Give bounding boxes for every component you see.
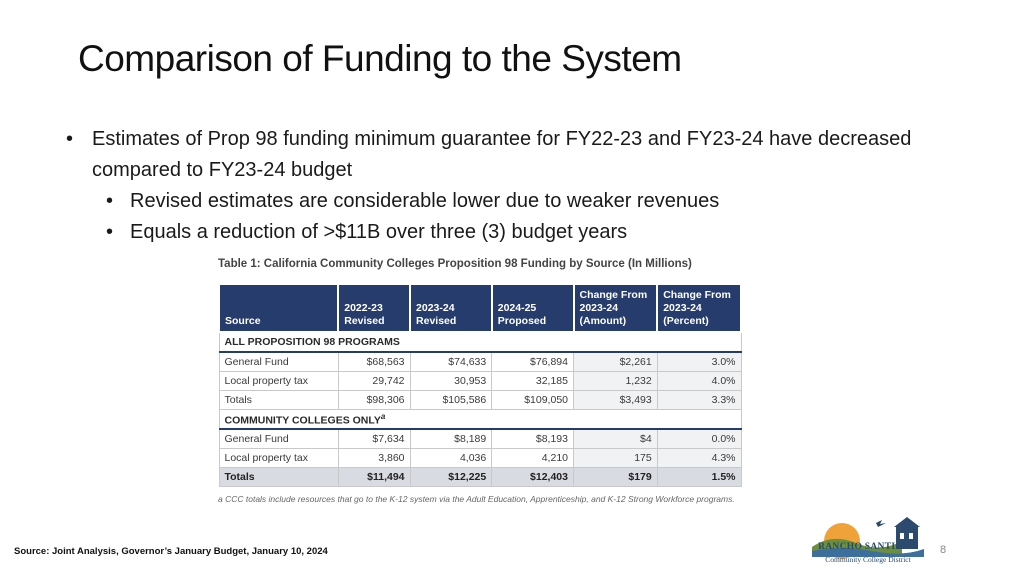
- section-label: ALL PROPOSITION 98 PROGRAMS: [219, 332, 741, 352]
- cell: $7,634: [338, 429, 410, 449]
- bullet-list: [60, 124, 960, 248]
- cell: $11,494: [338, 468, 410, 487]
- cell: $68,563: [338, 352, 410, 372]
- table-total-row: [219, 468, 741, 487]
- funding-table-figure: [218, 256, 744, 505]
- section-row: [219, 410, 741, 430]
- header-2022-23: 2022-23 Revised: [338, 284, 410, 332]
- cell: General Fund: [219, 352, 338, 372]
- cell: $8,189: [410, 429, 492, 449]
- table-caption: Table 1: California Community Colleges Proposition 98 Funding by Source (In Millions): [218, 258, 692, 270]
- sub-bullet-item: [60, 217, 960, 248]
- cell: 30,953: [410, 372, 492, 391]
- cell: 0.0%: [657, 429, 741, 449]
- cell: Totals: [219, 391, 338, 410]
- cell: $2,261: [574, 352, 658, 372]
- header-change-percent: Change From 2023-24 (Percent): [657, 284, 741, 332]
- bullet-item: [60, 124, 960, 186]
- cell: $8,193: [492, 429, 574, 449]
- cell: 175: [574, 449, 658, 468]
- cell: $109,050: [492, 391, 574, 410]
- slide-title: Comparison of Funding to the System: [78, 38, 682, 79]
- funding-table: [218, 283, 742, 487]
- cell: 1.5%: [657, 468, 741, 487]
- header-2024-25: 2024-25 Proposed: [492, 284, 574, 332]
- logo-subtitle: Community College District: [825, 555, 911, 564]
- cell: $12,225: [410, 468, 492, 487]
- cell: $76,894: [492, 352, 574, 372]
- source-note: Source: Joint Analysis, Governor’s January Budget, January 10, 2024: [14, 546, 328, 557]
- section-label: COMMUNITY COLLEGES ONLY$^a$: [219, 410, 741, 430]
- cell: $4: [574, 429, 658, 449]
- page-number: 8: [940, 544, 947, 556]
- cell: 3.3%: [657, 391, 741, 410]
- cell: 3.0%: [657, 352, 741, 372]
- table-header-row: [219, 284, 741, 332]
- table-row: [219, 391, 741, 410]
- sub-bullet-text: Revised estimates are considerable lower due to weaker revenues: [130, 190, 720, 212]
- sub-bullet-item: [60, 186, 960, 217]
- cell: 32,185: [492, 372, 574, 391]
- cell: 3,860: [338, 449, 410, 468]
- bullet-dot: •: [106, 190, 114, 212]
- cell: 4,036: [410, 449, 492, 468]
- header-change-amount: Change From 2023-24 (Amount): [574, 284, 658, 332]
- sub-bullet-text: Equals a reduction of >$11B over three (3) budget years: [130, 221, 628, 243]
- cell: 4.3%: [657, 449, 741, 468]
- cell: 4,210: [492, 449, 574, 468]
- cell: $98,306: [338, 391, 410, 410]
- cell: $179: [574, 468, 658, 487]
- table-row: [219, 372, 741, 391]
- cell: Local property tax: [219, 372, 338, 391]
- cell: $105,586: [410, 391, 492, 410]
- table-footnote: a CCC totals include resources that go to the K-12 system via the Adult Education, Apprenticeship, and K-12 Strong Workforce programs.: [218, 494, 735, 504]
- cell: Totals: [219, 468, 338, 487]
- cell: $12,403: [492, 468, 574, 487]
- bullet-dot: •: [66, 128, 74, 150]
- table-row: [219, 429, 741, 449]
- header-2023-24: 2023-24 Revised: [410, 284, 492, 332]
- bullet-text: Estimates of Prop 98 funding minimum guarantee for FY22-23 and FY23-24 have decreased compared to FY23-24 budget: [92, 128, 912, 181]
- header-source: Source: [219, 284, 338, 332]
- cell: 1,232: [574, 372, 658, 391]
- cell: $74,633: [410, 352, 492, 372]
- bullet-dot: •: [106, 221, 114, 243]
- table-row: [219, 449, 741, 468]
- cell: $3,493: [574, 391, 658, 410]
- table-row: [219, 352, 741, 372]
- cell: Local property tax: [219, 449, 338, 468]
- cell: 29,742: [338, 372, 410, 391]
- cell: 4.0%: [657, 372, 741, 391]
- cell: General Fund: [219, 429, 338, 449]
- logo-name: RANCHO SANTIAGO: [818, 542, 918, 552]
- section-row: [219, 332, 741, 352]
